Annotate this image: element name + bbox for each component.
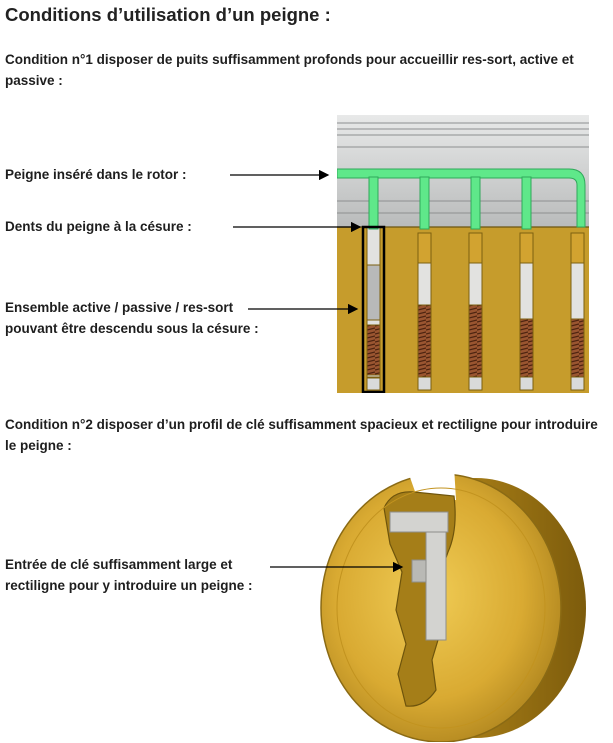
label-teeth-at-shear: Dents du peigne à la césure : [5, 219, 192, 234]
label-comb-in-rotor: Peigne inséré dans le rotor : [5, 167, 187, 182]
page-title: Conditions d’utilisation d’un peigne : [5, 4, 331, 25]
label-keyway-entry: Entrée de clé suffisamment large et rectiligne pour y introduire un peigne : [5, 557, 253, 593]
label-pin-stack: Ensemble active / passive / res-sort pouvant être descendu sous la césure : [5, 300, 259, 336]
condition-1-text: Condition n°1 disposer de puits suffisamment profonds pour accueillir res-sort, active et passive : [5, 52, 574, 88]
rotor-keyway-figure [306, 460, 591, 742]
cylinder-cross-section-figure [337, 115, 589, 393]
condition-2-text: Condition n°2 disposer d’un profil de clé suffisamment spacieux et rectiligne pour introduire le peigne : [5, 417, 598, 453]
